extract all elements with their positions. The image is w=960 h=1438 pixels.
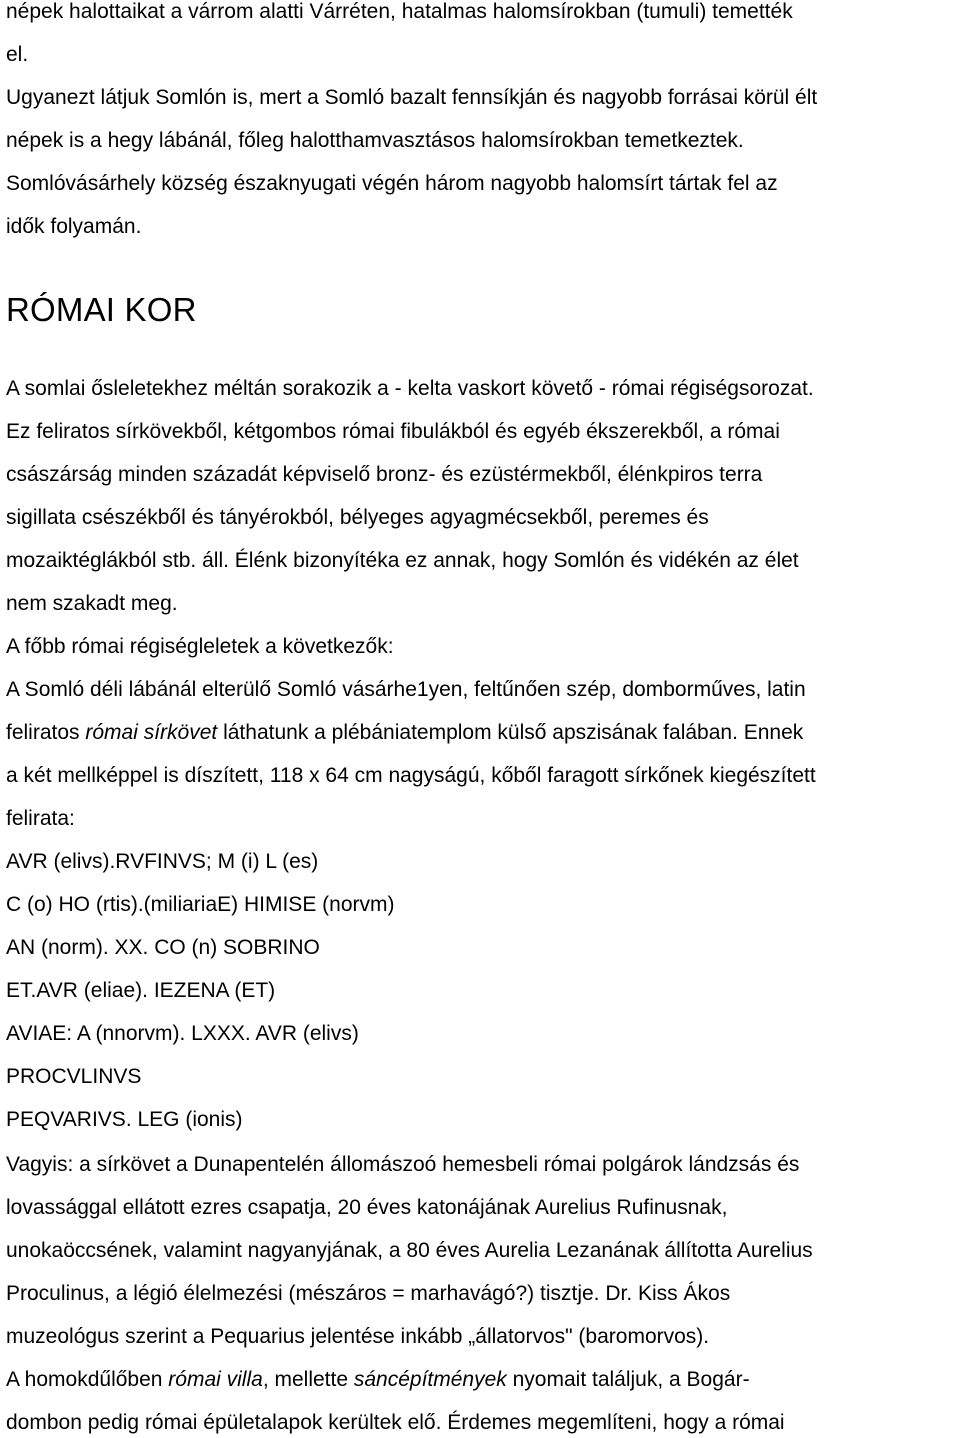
text-line: muzeológus szerint a Pequarius jelentése inkább „állatorvos" (baromorvos).	[6, 1325, 710, 1348]
text-span: A homokdűlőben	[6, 1368, 169, 1391]
text-line: Ez feliratos sírkövekből, kétgombos római fibulákból és egyéb ékszerekből, a római	[6, 420, 780, 443]
italic-term: római sírkövet	[85, 721, 218, 744]
text-line: Somlóvásárhely község északnyugati végén három nagyobb halomsírt tártak fel az	[6, 172, 778, 195]
text-span: láthatunk a plébániatemplom külső apszisának falában. Ennek	[217, 721, 804, 744]
inscription-line: PROCVLINVS	[6, 1065, 142, 1088]
text-line: sigillata csészékből és tányérokból, bélyeges agyagmécsekből, peremes és	[6, 506, 709, 529]
inscription-line: PEQVARIVS. LEG (ionis)	[6, 1108, 243, 1131]
text-line: nem szakadt meg.	[6, 592, 178, 615]
italic-term: római villa	[168, 1368, 263, 1391]
text-line: felirata:	[6, 807, 75, 830]
text-line: dombon pedig római épületalapok kerültek elő. Érdemes megemlíteni, hogy a római	[6, 1411, 785, 1434]
text-line: császárság minden századát képviselő bronz- és ezüstérmekből, élénkpiros terra	[6, 463, 763, 486]
inscription-line: C (o) HO (rtis).(miliariaE) HIMISE (norvm)	[6, 893, 395, 916]
text-span: nyomait találjuk, a Bogár-	[506, 1368, 750, 1391]
text-line: Proculinus, a légió élelmezési (mészáros = marhavágó?) tisztje. Dr. Kiss Ákos	[6, 1282, 731, 1305]
text-line: népek is a hegy lábánál, főleg halotthamvasztásos halomsírokban temetkeztek.	[6, 129, 744, 152]
text-line: népek halottaikat a várrom alatti Várréten, hatalmas halomsírokban (tumuli) temették	[6, 0, 793, 23]
inscription-line: AVR (elivs).RVFINVS; M (i) L (es)	[6, 850, 319, 873]
text-line: unokaöccsének, valamint nagyanyjának, a 80 éves Aurelia Lezanának állította Aurelius	[6, 1239, 813, 1262]
section-heading: RÓMAI KOR	[6, 291, 197, 328]
text-line	[6, 1368, 750, 1392]
text-line: Ugyanezt látjuk Somlón is, mert a Somló bazalt fennsíkján és nagyobb forrásai körül élt	[6, 86, 818, 109]
text-line: A Somló déli lábánál elterülő Somló vásárhe1yen, feltűnően szép, domborműves, latin	[6, 678, 806, 701]
text-line: A somlai ősleletekhez méltán sorakozik a - kelta vaskort követő - római régiségsorozat.	[6, 377, 814, 400]
inscription-line: AVIAE: A (nnorvm). LXXX. AVR (elivs)	[6, 1022, 359, 1045]
text-line: lovassággal ellátott ezres csapatja, 20 éves katonájának Aurelius Rufinusnak,	[6, 1196, 728, 1219]
text-span: feliratos	[6, 721, 86, 744]
text-line: idők folyamán.	[6, 215, 142, 238]
text-line: A főbb római régiségleletek a következők:	[6, 635, 394, 658]
text-line: Vagyis: a sírkövet a Dunapentelén állomászoó hemesbeli római polgárok lándzsás és	[6, 1153, 800, 1176]
text-line: mozaiktéglákból stb. áll. Élénk bizonyítéka ez annak, hogy Somlón és vidékén az élet	[6, 549, 799, 572]
text-line: a két mellképpel is díszített, 118 x 64 cm nagyságú, kőből faragott sírkőnek kiegészített	[6, 764, 816, 787]
inscription-line: ET.AVR (eliae). IEZENA (ET)	[6, 979, 276, 1002]
text-line	[6, 721, 803, 745]
text-line: el.	[6, 43, 29, 66]
text-span: , mellette	[262, 1368, 354, 1391]
inscription-line: AN (norm). XX. CO (n) SOBRINO	[6, 936, 320, 959]
italic-term: sáncépítmények	[353, 1368, 507, 1391]
